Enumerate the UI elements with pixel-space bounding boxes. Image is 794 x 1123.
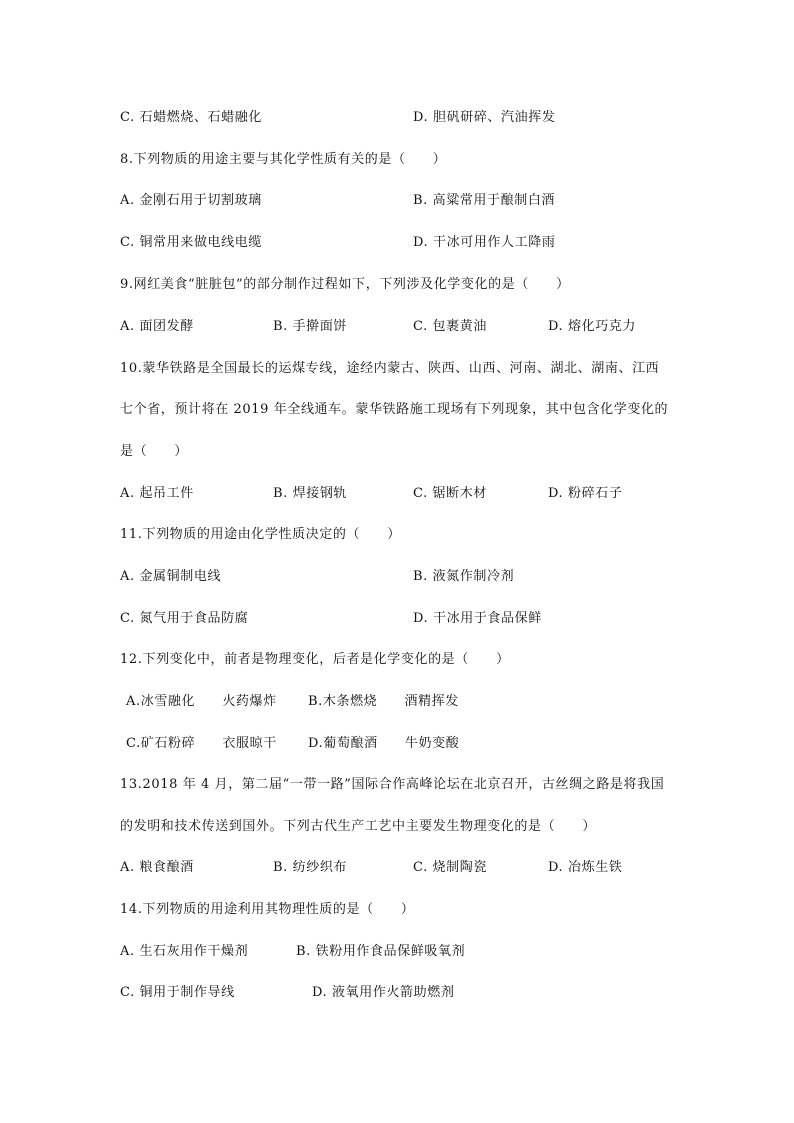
option-a: C. 铜常用来做电线电缆 [120,235,262,250]
option-c: C. 包裹黄油 [413,319,487,334]
question-text: 14.下列物质的用途利用其物理性质的是（ ） [120,902,415,917]
option-b: B. 液氮作制冷剂 [413,569,515,584]
option-c: C. 锯断木材 [413,486,487,501]
option-a: A.冰雪融化 火药爆炸 [126,694,277,709]
question-text: 七个省，预计将在 2019 年全线通车。蒙华铁路施工现场有下列现象，其中包含化学变化的 [120,402,669,417]
question-text: 是（ ） [120,444,189,459]
question-text: 9.网红美食“脏脏包”的部分制作过程如下，下列涉及化学变化的是（ ） [120,277,570,292]
option-b: D. 液氧用作火箭助燃剂 [312,985,455,1000]
option-d: D. 熔化巧克力 [548,319,637,334]
option-a: A. 起吊工件 [120,486,194,501]
option-a: C. 氮气用于食品防腐 [120,611,249,626]
option-b: B. 手擀面饼 [273,319,348,334]
option-a: C.矿石粉碎 衣服晾干 [126,736,277,751]
option-d: D. 粉碎石子 [548,486,623,501]
option-b: B.木条燃烧 酒精挥发 [308,694,459,709]
option-a: C. 石蜡燃烧、石蜡融化 [120,110,262,125]
option-a: A. 生石灰用作干燥剂 [120,944,249,959]
option-b: D. 干冰可用作人工降雨 [413,235,556,250]
option-a: A. 面团发酵 [120,319,194,334]
option-b: D.葡萄酿酒 牛奶变酸 [308,736,460,751]
question-text: 13.2018 年 4 月，第二届“一带一路”国际合作高峰论坛在北京召开，古丝绸之路是将我国 [120,777,665,792]
question-text: 8.下列物质的用途主要与其化学性质有关的是（ ） [120,152,447,167]
option-a: A. 粮食酿酒 [120,860,194,875]
question-text: 10.蒙华铁路是全国最长的运煤专线，途经内蒙古、陕西、山西、河南、湖北、湖南、江西 [120,361,660,376]
option-b: D. 干冰用于食品保鲜 [413,611,542,626]
option-b: B. 焊接钢轨 [273,486,348,501]
question-text: 的发明和技术传送到国外。下列古代生产工艺中主要发生物理变化的是（ ） [120,819,597,834]
option-b: B. 纺纱织布 [273,860,348,875]
option-c: C. 烧制陶瓷 [413,860,487,875]
option-d: D. 冶炼生铁 [548,860,623,875]
option-a: A. 金刚石用于切割玻璃 [120,193,262,208]
question-text: 11.下列物质的用途由化学性质决定的（ ） [120,527,401,542]
option-b: B. 铁粉用作食品保鲜吸氧剂 [296,944,466,959]
option-b: B. 高粱常用于酿制白酒 [413,193,556,208]
option-a: A. 金属铜制电线 [120,569,222,584]
option-b: D. 胆矾研碎、汽油挥发 [413,110,556,125]
option-a: C. 铜用于制作导线 [120,985,235,1000]
question-text: 12.下列变化中，前者是物理变化，后者是化学变化的是（ ） [120,652,510,667]
